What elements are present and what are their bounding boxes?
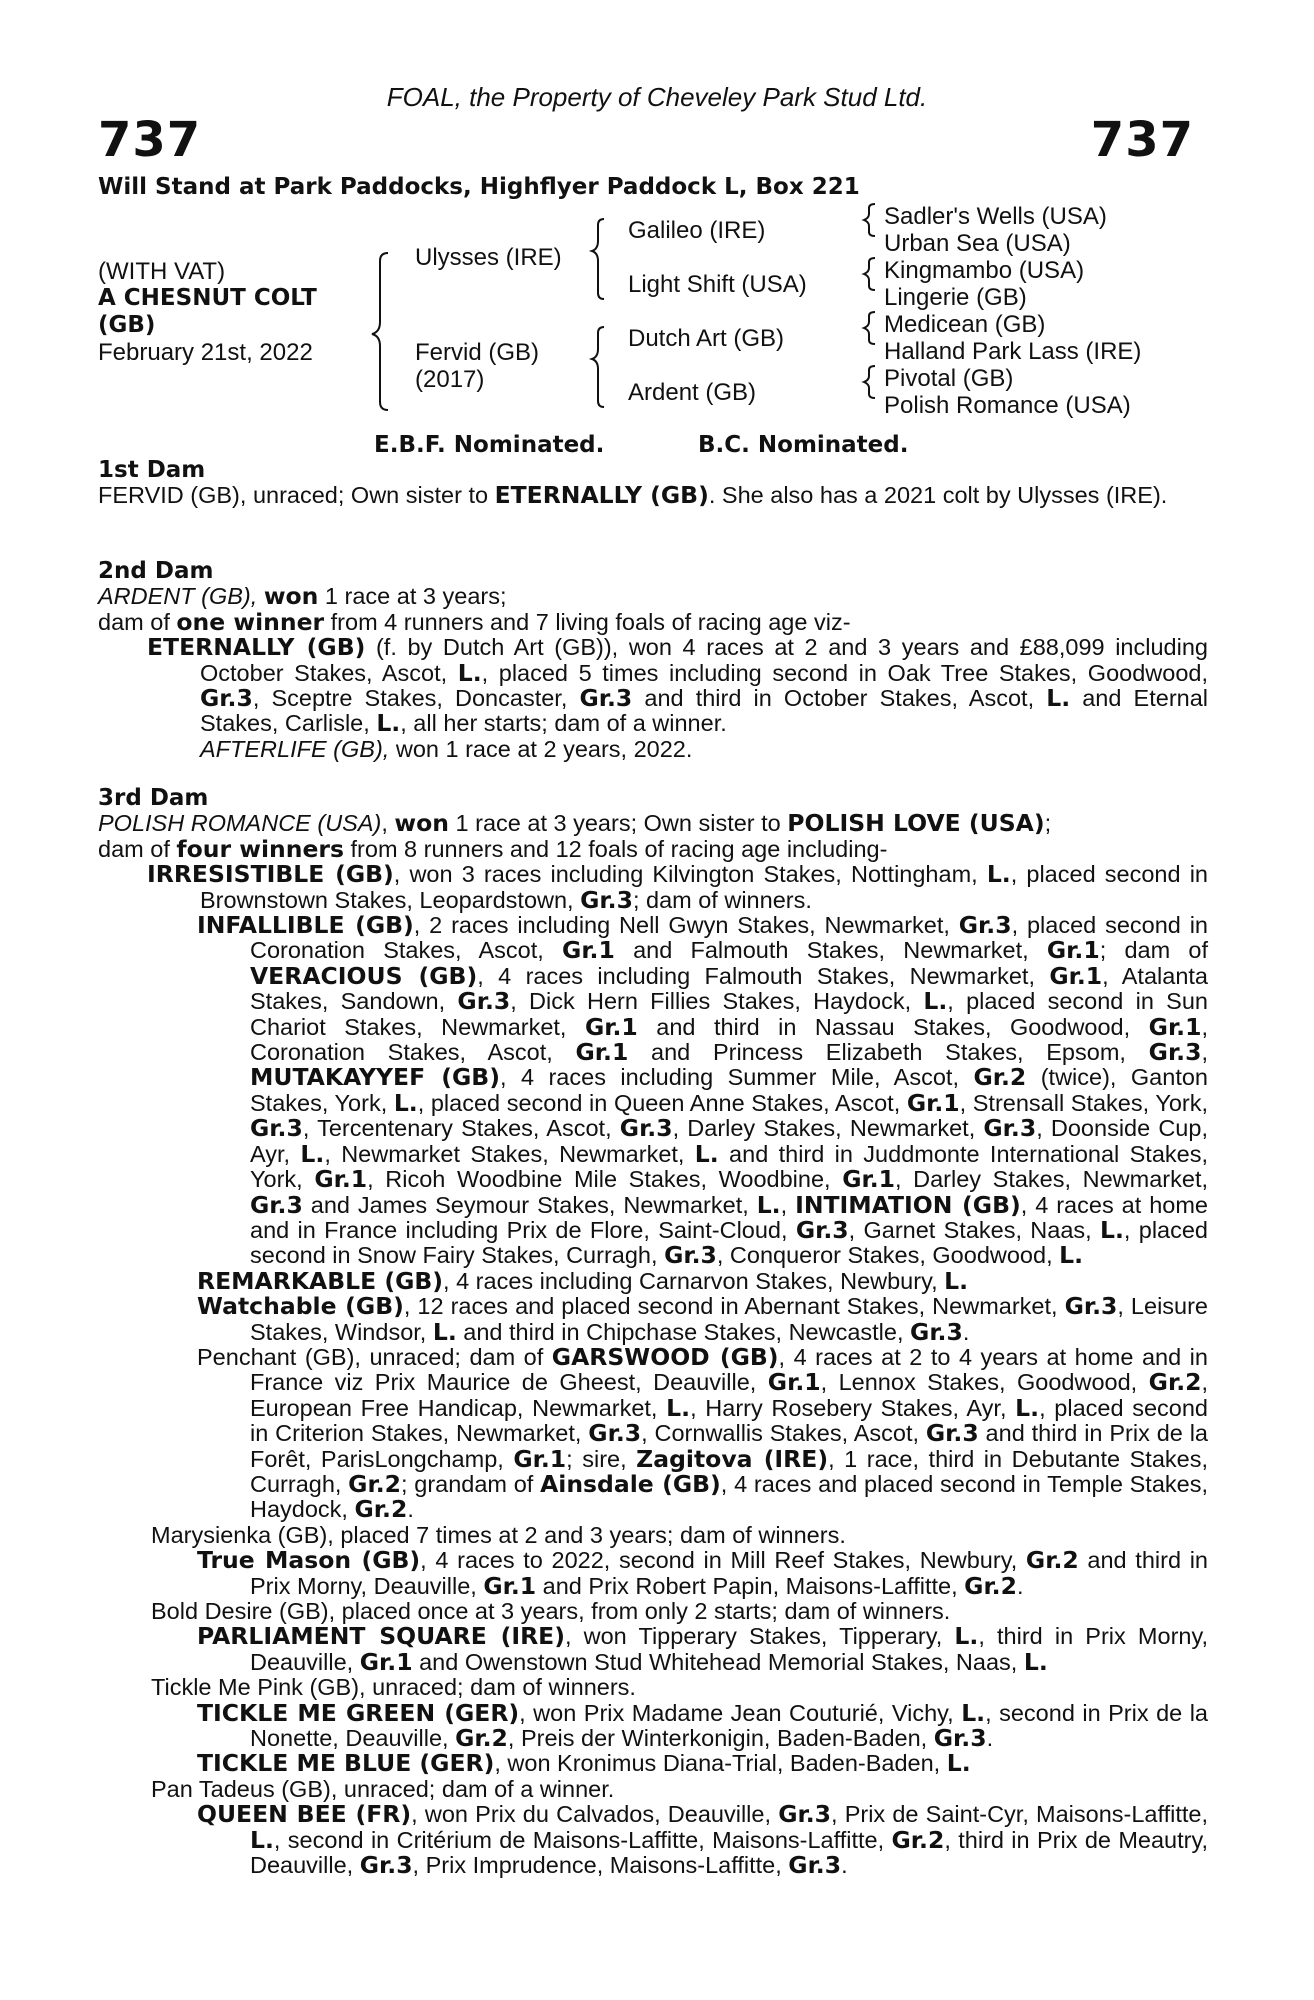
pedigree-g6: Halland Park Lass (IRE) [884, 338, 1142, 365]
pedigree-dam-year: (2017) [415, 366, 485, 393]
pedigree-dam: Fervid (GB) [415, 339, 540, 366]
remarkable-entry: REMARKABLE (GB), 4 races including Carnarvon Stakes, Newbury, L. [197, 1266, 969, 1295]
pedigree-g2: Urban Sea (USA) [884, 230, 1071, 257]
third-dam-section [98, 786, 1208, 1878]
watchable-entry: Watchable (GB), 12 races and placed second in Abernant Stakes, Newmarket, Gr.3, Leisure Stakes, Windsor, L. and third in Chipchase Stakes, Newcastle, Gr.3. [197, 1292, 1209, 1346]
lot-number-left: 737 [98, 112, 202, 168]
vat-note: (WITH VAT) [98, 258, 226, 285]
irresistible-entry: IRRESISTIBLE (GB), won 3 races including Kilvington Stakes, Nottingham, L., placed second in Brownstown Stakes, Leopardstown, Gr.3; dam of winners. [147, 860, 1208, 914]
third-dam-line: POLISH ROMANCE (USA), won 1 race at 3 years; Own sister to POLISH LOVE (USA); [98, 809, 1052, 838]
pedigree-g3: Kingmambo (USA) [884, 257, 1085, 284]
afterlife-entry: AFTERLIFE (GB), won 1 race at 2 years, 2022. [200, 735, 693, 762]
penchant-entry: Penchant (GB), unraced; dam of GARSWOOD (GB), 4 races at 2 to 4 years at home and in France viz Prix Maurice de Gheest, Deauville, Gr.1, Lennox Stakes, Goodwood, Gr.2, European Free Handicap, Newmarket, L., Harry Rosebery Stakes, Ayr, L., placed second in Criterion Stakes, Newmarket, Gr.3, Cornwallis Stakes, Ascot, Gr.3 and third in Prix de la Forêt, ParisLongchamp, Gr.1; sire, Zagitova (IRE), 1 race, third in Debutante Stakes, Curragh, Gr.2; grandam of Ainsdale (GB), 4 races and placed second in Temple Stakes, Haydock, Gr.2. [197, 1342, 1209, 1524]
second-dam-section [98, 559, 1208, 762]
third-dam-produce: dam of four winners from 8 runners and 12 foals of racing age including- [98, 834, 888, 863]
tickle-me-pink-entry: Tickle Me Pink (GB), unraced; dam of winners. [151, 1674, 636, 1701]
ebf-nomination: E.B.F. Nominated. [374, 432, 605, 458]
tickle-me-green-entry: TICKLE ME GREEN (GER), won Prix Madame Jean Couturié, Vichy, L., second in Prix de la Nonette, Deauville, Gr.2, Preis der Winterkonigin, Baden-Baden, Gr.3. [197, 1698, 1208, 1753]
queen-bee-entry: QUEEN BEE (FR), won Prix du Calvados, Deauville, Gr.3, Prix de Saint-Cyr, Maisons-Laffitte, L., second in Critérium de Maisons-Laffitte, Maisons-Laffitte, Gr.2, third in Prix de Meautry, Deauville, Gr.3, Prix Imprudence, Maisons-Laffitte, Gr.3. [197, 1800, 1209, 1880]
pedigree-sire: Ulysses (IRE) [415, 244, 562, 271]
pedigree-g7: Pivotal (GB) [884, 365, 1014, 392]
pedigree-g8: Polish Romance (USA) [884, 392, 1131, 419]
first-dam-section [98, 458, 1208, 509]
pedigree-g5: Medicean (GB) [884, 311, 1046, 338]
lot-name: A CHESNUT COLT [98, 285, 317, 311]
true-mason-entry: True Mason (GB), 4 races to 2022, second in Mill Reef Stakes, Newbury, Gr.2 and third in Prix Morny, Deauville, Gr.1 and Prix Robert Papin, Maisons-Laffitte, Gr.2. [197, 1546, 1208, 1600]
lot-number-right: 737 [1090, 112, 1194, 168]
bc-nomination: B.C. Nominated. [698, 432, 909, 458]
foaling-date: February 21st, 2022 [98, 339, 313, 366]
first-dam-text: FERVID (GB), unraced; Own sister to ETERNALLY (GB). She also has a 2021 colt by Ulysses (IRE). [98, 481, 1168, 510]
second-dam-line: ARDENT (GB), won 1 race at 3 years; [98, 582, 507, 611]
stabling-location: Will Stand at Park Paddocks, Highflyer Paddock L, Box 221 [98, 174, 860, 200]
eternally-entry: ETERNALLY (GB) (f. by Dutch Art (GB)), won 4 races at 2 and 3 years and £88,099 including October Stakes, Ascot, L., placed 5 times including second in Oak Tree Stakes, Goodwood, Gr.3, Sceptre Stakes, Doncaster, Gr.3 and third in October Stakes, Ascot, L. and Eternal Stakes, Carlisle, L., all her starts; dam of a winner. [147, 633, 1209, 738]
lot-name-country: (GB) [98, 312, 156, 338]
pedigree-dam-dam: Ardent (GB) [628, 379, 757, 406]
first-dam-heading: 1st Dam [98, 457, 206, 483]
pedigree-sire-sire: Galileo (IRE) [628, 217, 766, 244]
pedigree-g4: Lingerie (GB) [884, 284, 1027, 311]
tickle-me-blue-entry: TICKLE ME BLUE (GER), won Kronimus Diana-Trial, Baden-Baden, L. [197, 1749, 971, 1778]
pedigree-g1: Sadler's Wells (USA) [884, 203, 1107, 230]
second-dam-heading: 2nd Dam [98, 558, 214, 584]
third-dam-heading: 3rd Dam [98, 785, 209, 811]
second-dam-produce: dam of one winner from 4 runners and 7 living foals of racing age viz- [98, 607, 851, 636]
pedigree-sire-dam: Light Shift (USA) [628, 271, 807, 298]
infallible-entry: INFALLIBLE (GB), 2 races including Nell Gwyn Stakes, Newmarket, Gr.3, placed second in Coronation Stakes, Ascot, Gr.1 and Falmouth Stakes, Newmarket, Gr.1; dam of VERACIOUS (GB), 4 races including Falmouth Stakes, Newmarket, Gr.1, Atalanta Stakes, Sandown, Gr.3, Dick Hern Fillies Stakes, Haydock, L., placed second in Sun Chariot Stakes, Newmarket, Gr.1 and third in Nassau Stakes, Goodwood, Gr.1, Coronation Stakes, Ascot, Gr.1 and Princess Elizabeth Stakes, Epsom, Gr.3, MUTAKAYYEF (GB), 4 races including Summer Mile, Ascot, Gr.2 (twice), Ganton Stakes, York, L., placed second in Queen Anne Stakes, Ascot, Gr.1, Strensall Stakes, York, Gr.3, Tercentenary Stakes, Ascot, Gr.3, Darley Stakes, Newmarket, Gr.3, Doonside Cup, Ayr, L., Newmarket Stakes, Newmarket, L. and third in Juddmonte International Stakes, York, Gr.1, Ricoh Woodbine Mile Stakes, Woodbine, Gr.1, Darley Stakes, Newmarket, Gr.3 and James Seymour Stakes, Newmarket, L., INTIMATION (GB), 4 races at home and in France including Prix de Flore, Saint-Cloud, Gr.3, Garnet Stakes, Naas, L., placed second in Snow Fairy Stakes, Curragh, Gr.3, Conqueror Stakes, Goodwood, L. [197, 911, 1209, 1270]
owner-line: FOAL, the Property of Cheveley Park Stud Ltd. [386, 82, 928, 112]
pedigree-dam-sire: Dutch Art (GB) [628, 325, 785, 352]
parliament-square-entry: PARLIAMENT SQUARE (IRE), won Tipperary Stakes, Tipperary, L., third in Prix Morny, Deauville, Gr.1 and Owenstown Stud Whitehead Memorial Stakes, Naas, L. [197, 1622, 1208, 1676]
pan-tadeus-entry: Pan Tadeus (GB), unraced; dam of a winner. [151, 1775, 615, 1802]
bold-desire-entry: Bold Desire (GB), placed once at 3 years, from only 2 starts; dam of winners. [151, 1598, 951, 1624]
marysienka-entry: Marysienka (GB), placed 7 times at 2 and 3 years; dam of winners. [151, 1521, 846, 1548]
